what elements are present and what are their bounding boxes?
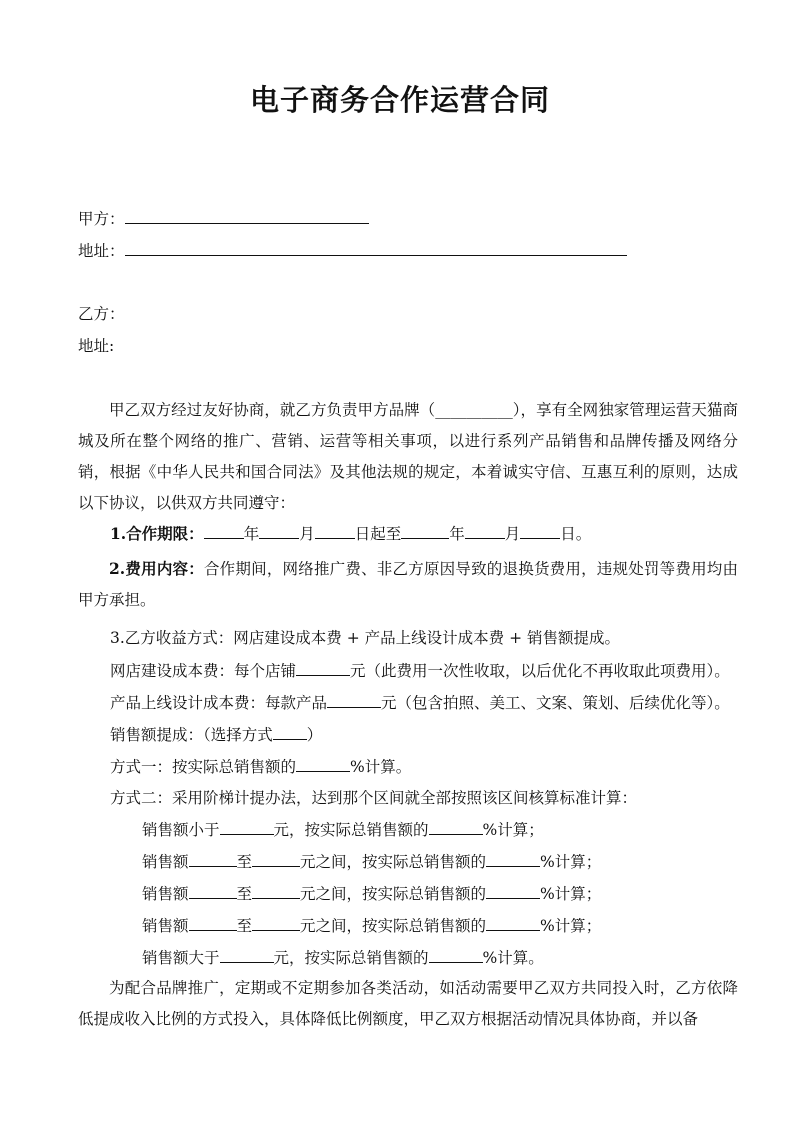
method-one-pre: 方式一：按实际总销售额的 bbox=[110, 758, 297, 776]
party-b-label: 乙方： bbox=[78, 305, 125, 323]
blank-shop-fee[interactable] bbox=[296, 660, 350, 676]
tier-above-pre: 销售额大于 bbox=[142, 949, 220, 967]
blank-range-3-to[interactable] bbox=[252, 915, 300, 931]
tier-range-pre: 销售额 bbox=[142, 917, 189, 935]
clause-income bbox=[110, 628, 620, 648]
blank-day-to[interactable] bbox=[520, 523, 560, 539]
commission-post: ） bbox=[306, 726, 323, 744]
commission-pre: 销售额提成：（选择方式 bbox=[110, 726, 273, 744]
commission-line bbox=[110, 724, 322, 745]
clause-fees-text: 合作期间，网络推广费、非乙方原因导致的退换货费用，违规处罚等费用均由甲方承担。 bbox=[78, 560, 738, 609]
tier-range-pct: %计算； bbox=[540, 885, 602, 903]
tier-range-pre: 销售额 bbox=[142, 885, 189, 903]
blank-tier-above-amount[interactable] bbox=[220, 947, 274, 963]
blank-tier-below-pct[interactable] bbox=[429, 819, 483, 835]
tier-range-pct: %计算； bbox=[540, 917, 602, 935]
blank-commission-method[interactable] bbox=[273, 724, 307, 740]
blank-year-to[interactable] bbox=[401, 523, 449, 539]
month-label: 月 bbox=[299, 525, 315, 543]
tier-above-mid: 元，按实际总销售额的 bbox=[273, 949, 429, 967]
design-fee-post: 元（包含拍照、美工、文案、策划、后续优化等）。 bbox=[381, 694, 730, 712]
clause-term-head: 1.合作期限： bbox=[110, 524, 204, 543]
clause-fees-head: 2.费用内容： bbox=[109, 559, 204, 578]
tier-range-3 bbox=[142, 915, 601, 936]
blank-range-3-pct[interactable] bbox=[486, 915, 540, 931]
tier-above-pct: %计算。 bbox=[482, 949, 544, 967]
blank-range-2-from[interactable] bbox=[189, 883, 237, 899]
clause-income-text: 网店建设成本费 + 产品上线设计成本费 + 销售额提成。 bbox=[233, 629, 620, 647]
party-a-label: 甲方： bbox=[78, 210, 125, 228]
blank-design-fee[interactable] bbox=[327, 692, 381, 708]
shop-fee-post: 元（此费用一次性收取，以后优化不再收取此项费用）。 bbox=[350, 662, 730, 680]
blank-tier-above-pct[interactable] bbox=[429, 947, 483, 963]
party-a-line bbox=[78, 208, 369, 229]
tier-above bbox=[142, 947, 544, 968]
party-a-field[interactable] bbox=[125, 208, 369, 224]
blank-range-1-from[interactable] bbox=[189, 851, 237, 867]
blank-range-1-pct[interactable] bbox=[486, 851, 540, 867]
blank-month-to[interactable] bbox=[465, 523, 505, 539]
tier-below-pct: %计算； bbox=[482, 821, 544, 839]
blank-method-one-pct[interactable] bbox=[296, 756, 350, 772]
method-one-line bbox=[110, 756, 411, 777]
year-to-label: 年 bbox=[449, 525, 465, 543]
tier-range-mid: 元之间，按实际总销售额的 bbox=[300, 917, 487, 935]
blank-range-2-to[interactable] bbox=[252, 883, 300, 899]
tier-range-to: 至 bbox=[236, 917, 253, 935]
blank-range-3-from[interactable] bbox=[189, 915, 237, 931]
shop-fee-pre: 网店建设成本费：每个店铺 bbox=[110, 662, 297, 680]
tier-range-2 bbox=[142, 883, 601, 904]
method-one-post: %计算。 bbox=[350, 758, 412, 776]
page-title: 电子商务合作运营合同 bbox=[249, 83, 550, 117]
blank-day-from[interactable] bbox=[315, 523, 355, 539]
tier-range-pct: %计算； bbox=[540, 853, 602, 871]
party-a-address-label: 地址： bbox=[78, 242, 125, 260]
design-fee-line bbox=[110, 692, 730, 713]
tier-range-mid: 元之间，按实际总销售额的 bbox=[300, 853, 487, 871]
closing-paragraph: 为配合品牌推广，定期或不定期参加各类活动，如活动需要甲乙双方共同投入时，乙方依降低提成收入比例的方式投入，具体降低比例额度，甲乙双方根据活动情况具体协商，并以备 bbox=[78, 979, 738, 1028]
intro-paragraph: 甲乙双方经过友好协商，就乙方负责甲方品牌（__________），享有全网独家管理运营天猫商城及所在整个网络的推广、营销、运营等相关事项，以进行系列产品销售和品牌传播及网络分销，根据《中华人民共和国合同法》及其他法规的规定，本着诚实守信、互惠互利的原则，达成以下协议，以供双方共同遵守： bbox=[78, 401, 738, 512]
party-a-address-line bbox=[78, 240, 627, 261]
blank-tier-below-amount[interactable] bbox=[220, 819, 274, 835]
blank-year-from[interactable] bbox=[204, 523, 244, 539]
blank-range-1-to[interactable] bbox=[252, 851, 300, 867]
design-fee-pre: 产品上线设计成本费：每款产品 bbox=[110, 694, 328, 712]
party-b-address-label: 地址: bbox=[78, 337, 115, 355]
clause-fees bbox=[78, 553, 738, 616]
method-two-line: 方式二：采用阶梯计提办法，达到那个区间就全部按照该区间核算标准计算： bbox=[110, 789, 638, 807]
party-a-address-field[interactable] bbox=[125, 240, 627, 256]
day-from-label: 日起至 bbox=[354, 525, 402, 543]
tier-range-to: 至 bbox=[236, 885, 253, 903]
tier-range-to: 至 bbox=[236, 853, 253, 871]
tier-range-1 bbox=[142, 851, 601, 872]
clause-term bbox=[110, 523, 591, 544]
year-label: 年 bbox=[243, 525, 260, 543]
shop-fee-line bbox=[110, 660, 730, 681]
blank-range-2-pct[interactable] bbox=[486, 883, 540, 899]
tier-range-pre: 销售额 bbox=[142, 853, 189, 871]
day-to-label: 日。 bbox=[560, 525, 592, 543]
tier-range-mid: 元之间，按实际总销售额的 bbox=[300, 885, 487, 903]
tier-below-pre: 销售额小于 bbox=[142, 821, 220, 839]
blank-month-from[interactable] bbox=[259, 523, 299, 539]
tier-below bbox=[142, 819, 544, 840]
tier-below-mid: 元，按实际总销售额的 bbox=[273, 821, 429, 839]
clause-income-head: 3.乙方收益方式： bbox=[110, 629, 234, 647]
month-to-label: 月 bbox=[504, 525, 521, 543]
